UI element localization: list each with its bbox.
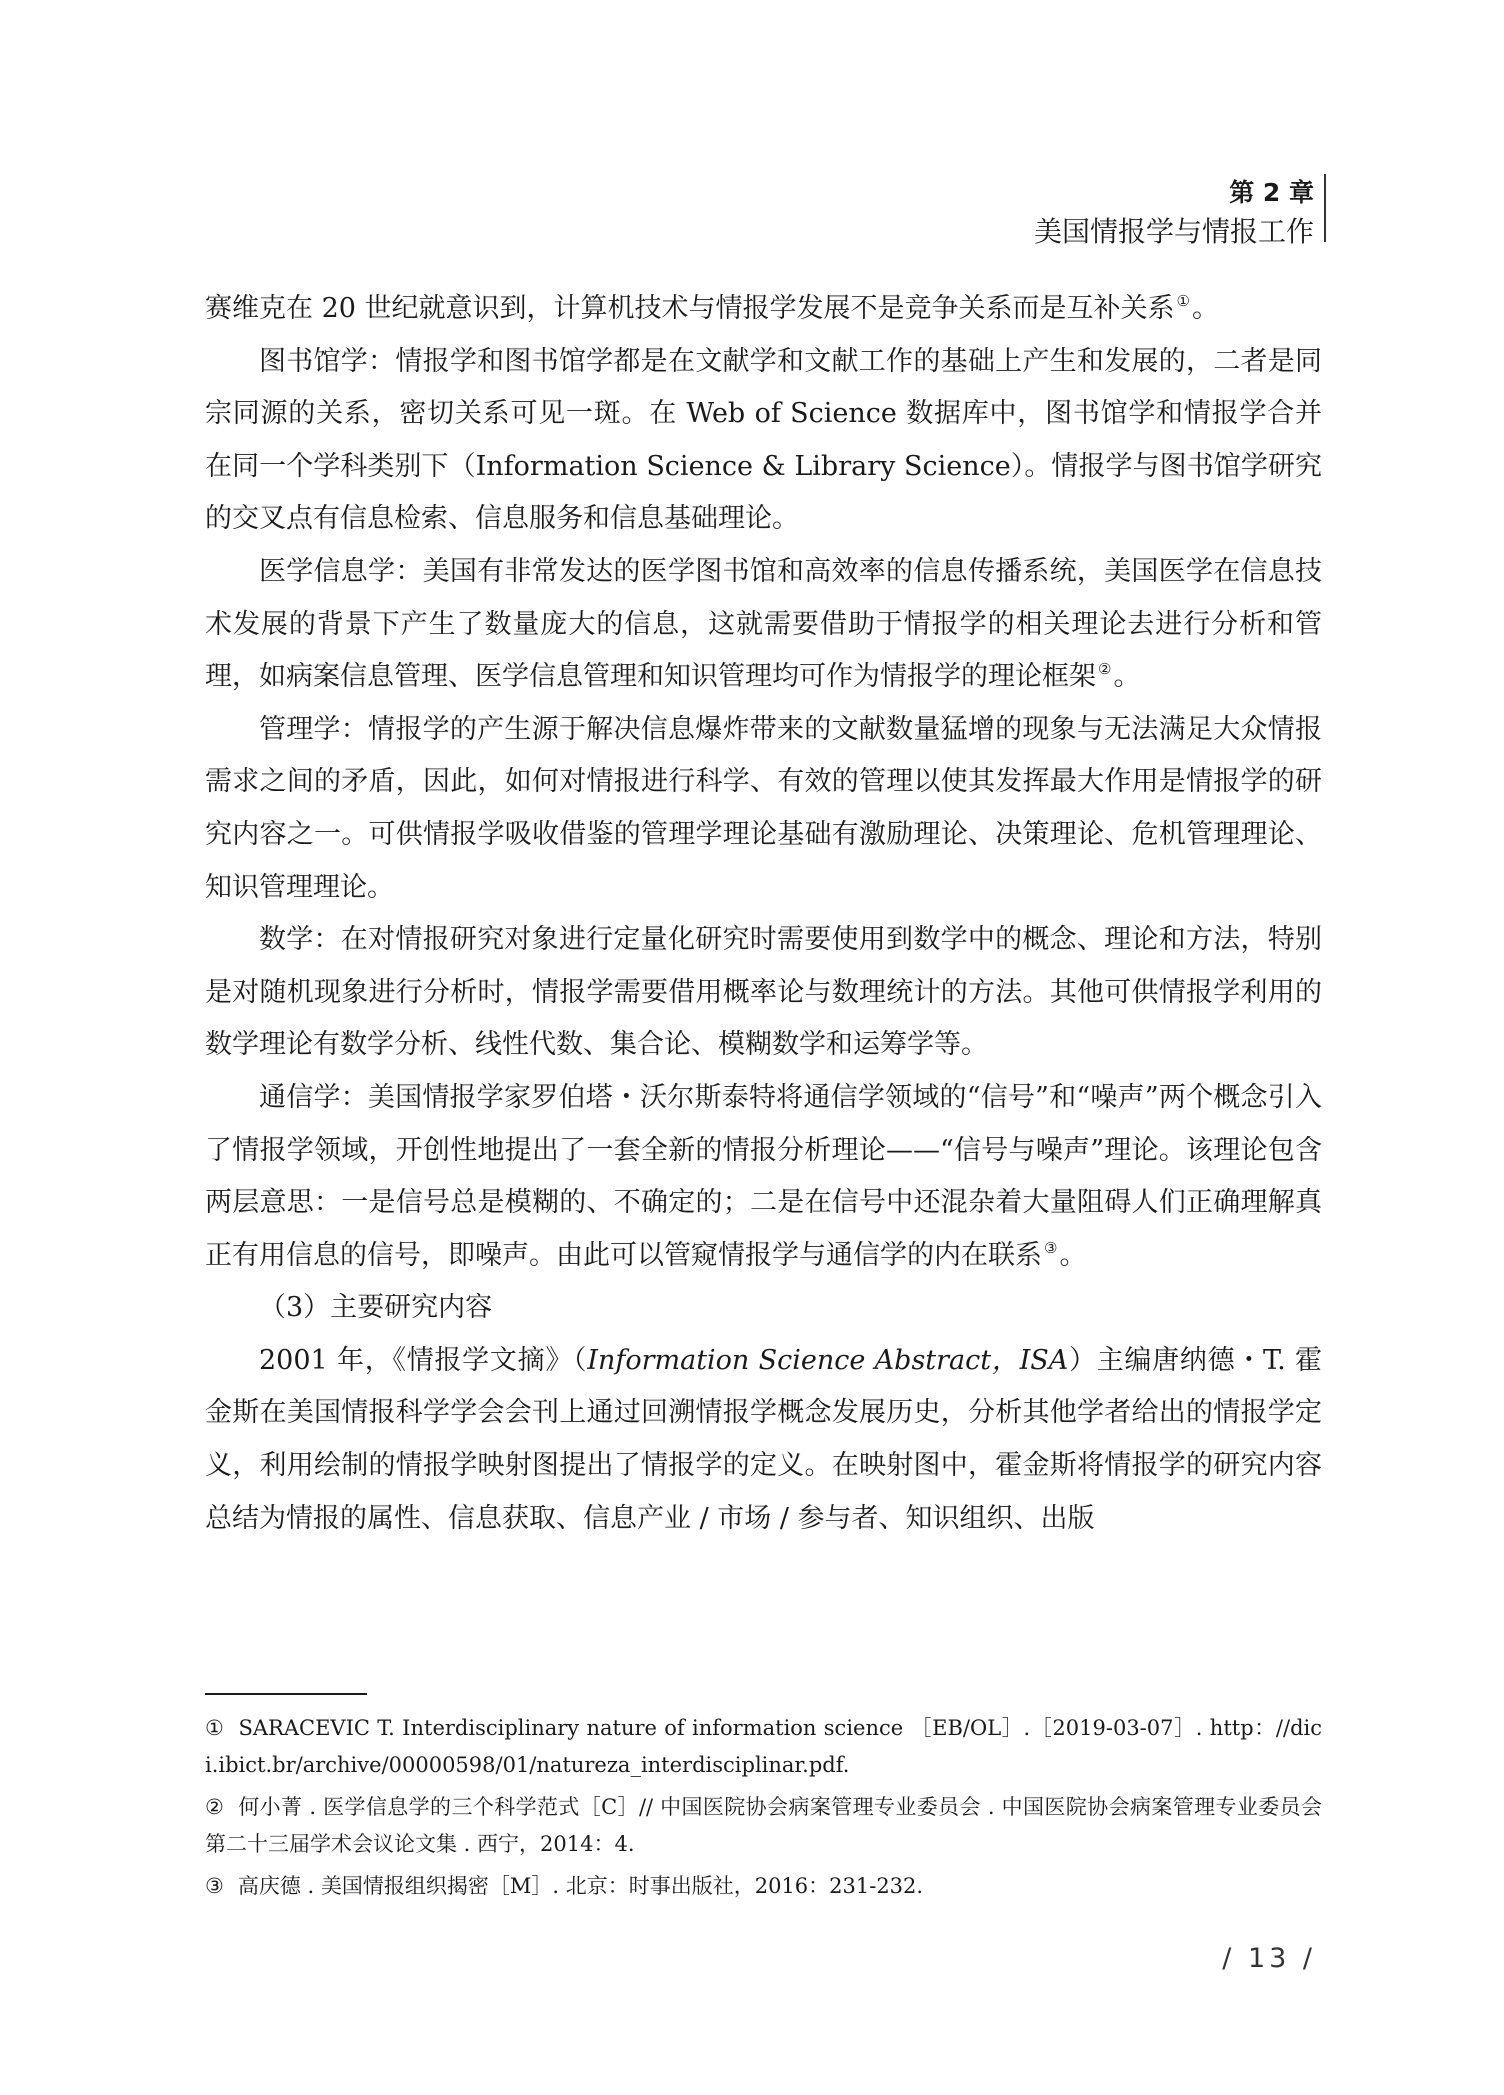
footnote	[205, 1710, 1322, 1784]
footnote-ref-3: ③	[1044, 1238, 1058, 1257]
paragraph-7-italic: Information Science Abstract，ISA	[587, 1344, 1069, 1376]
paragraph-3-end: 。	[1113, 661, 1141, 693]
paragraph-mathematics: 数学：在对情报研究对象进行定量化研究时需要使用到数学中的概念、理论和方法，特别是对随机现象进行分析时，情报学需要借用概率论与数理统计的方法。其他可供情报学利用的数学理论有数学分析、线性代数、集合论、模糊数学和运筹学等。	[205, 924, 1322, 1061]
footnote-ref-1: ①	[1176, 292, 1190, 310]
footnote-number: ①	[205, 1716, 225, 1740]
paragraph-communication	[205, 1072, 1322, 1282]
paragraph-1-end: 。	[1191, 293, 1219, 324]
body-text	[205, 283, 1322, 1545]
footnote-number: ②	[205, 1795, 225, 1819]
header-divider	[1324, 174, 1326, 242]
page-number: / 13 /	[1222, 1943, 1316, 1974]
paragraph-7-rest: ）主编唐纳德・T. 霍金斯在美国情报科学学会会刊上通过回溯情报学概念发展历史，分析其他学者给出的情报学定义，利用绘制的情报学映射图提出了情报学的定义。在映射图中，霍金斯将情报学的研究内容总结为情报的属性、信息获取、信息产业 / 市场 / 参与者、知识组织、出版	[205, 1344, 1322, 1534]
footnote-text: 何小菁 . 医学信息学的三个科学范式［C］// 中国医院协会病案管理专业委员会 . 中国医院协会病案管理专业委员会第二十三届学术会议论文集 . 西宁，2014：4.	[205, 1795, 1322, 1856]
paragraph-6-text: 通信学：美国情报学家罗伯塔・沃尔斯泰特将通信学领域的“信号”和“噪声”两个概念引入了情报学领域，开创性地提出了一套全新的情报分析理论——“信号与噪声”理论。该理论包含两层意思：一是信号总是模糊的、不确定的；二是在信号中还混杂着大量阻碍人们正确理解真正有用信息的信号，即噪声。由此可以管窥情报学与通信学的内在联系	[205, 1081, 1322, 1271]
footnote	[205, 1868, 1322, 1905]
footnote-ref-2: ②	[1098, 660, 1112, 679]
running-head	[1034, 176, 1314, 252]
footnote	[205, 1789, 1322, 1863]
footnote-number: ③	[205, 1874, 224, 1898]
footnote-text: 高庆德 . 美国情报组织揭密［M］. 北京：时事出版社，2016：231-232.	[237, 1874, 924, 1898]
section-heading: （3）主要研究内容	[259, 1292, 493, 1324]
footnote-rule	[205, 1693, 367, 1695]
paragraph-3-text: 医学信息学：美国有非常发达的医学图书馆和高效率的信息传播系统，美国医学在信息技术发展的背景下产生了数量庞大的信息，这就需要借助于情报学的相关理论去进行分析和管理，如病案信息管理、医学信息管理和知识管理均可作为情报学的理论框架	[205, 555, 1322, 693]
chapter-number: 第 2 章	[1229, 178, 1314, 207]
paragraph-1	[205, 283, 1322, 336]
paragraph-6-end: 。	[1059, 1239, 1087, 1271]
chapter-title: 美国情报学与情报工作	[1033, 215, 1314, 248]
paragraph-library-science: 图书馆学：情报学和图书馆学都是在文献学和文献工作的基础上产生和发展的，二者是同宗同源的关系，密切关系可见一斑。在 Web of Science 数据库中，图书馆学和情报学合并在同一个学科类别下（Information Science & Library Science）。情报学与图书馆学研究的交叉点有信息检索、信息服务和信息基础理论。	[205, 345, 1322, 535]
footnote-text: SARACEVIC T. Interdisciplinary nature of information science ［EB/OL］.［2019-03-07］. http：//dici.ibict.br/archive/00000598/01/natureza_interdisciplinar.pdf.	[205, 1716, 1323, 1777]
paragraph-research-content	[205, 1335, 1322, 1545]
paragraph-management: 管理学：情报学的产生源于解决信息爆炸带来的文献数量猛增的现象与无法满足大众情报需求之间的矛盾，因此，如何对情报进行科学、有效的管理以使其发挥最大作用是情报学的研究内容之一。可供情报学吸收借鉴的管理学理论基础有激励理论、决策理论、危机管理理论、知识管理理论。	[205, 713, 1322, 903]
footnotes	[205, 1710, 1322, 1910]
paragraph-medical-informatics	[205, 546, 1322, 704]
paragraph-7-start: 2001 年，《情报学文摘》（	[259, 1344, 588, 1376]
paragraph-1-text: 赛维克在 20 世纪就意识到，计算机技术与情报学发展不是竞争关系而是互补关系	[205, 293, 1175, 324]
